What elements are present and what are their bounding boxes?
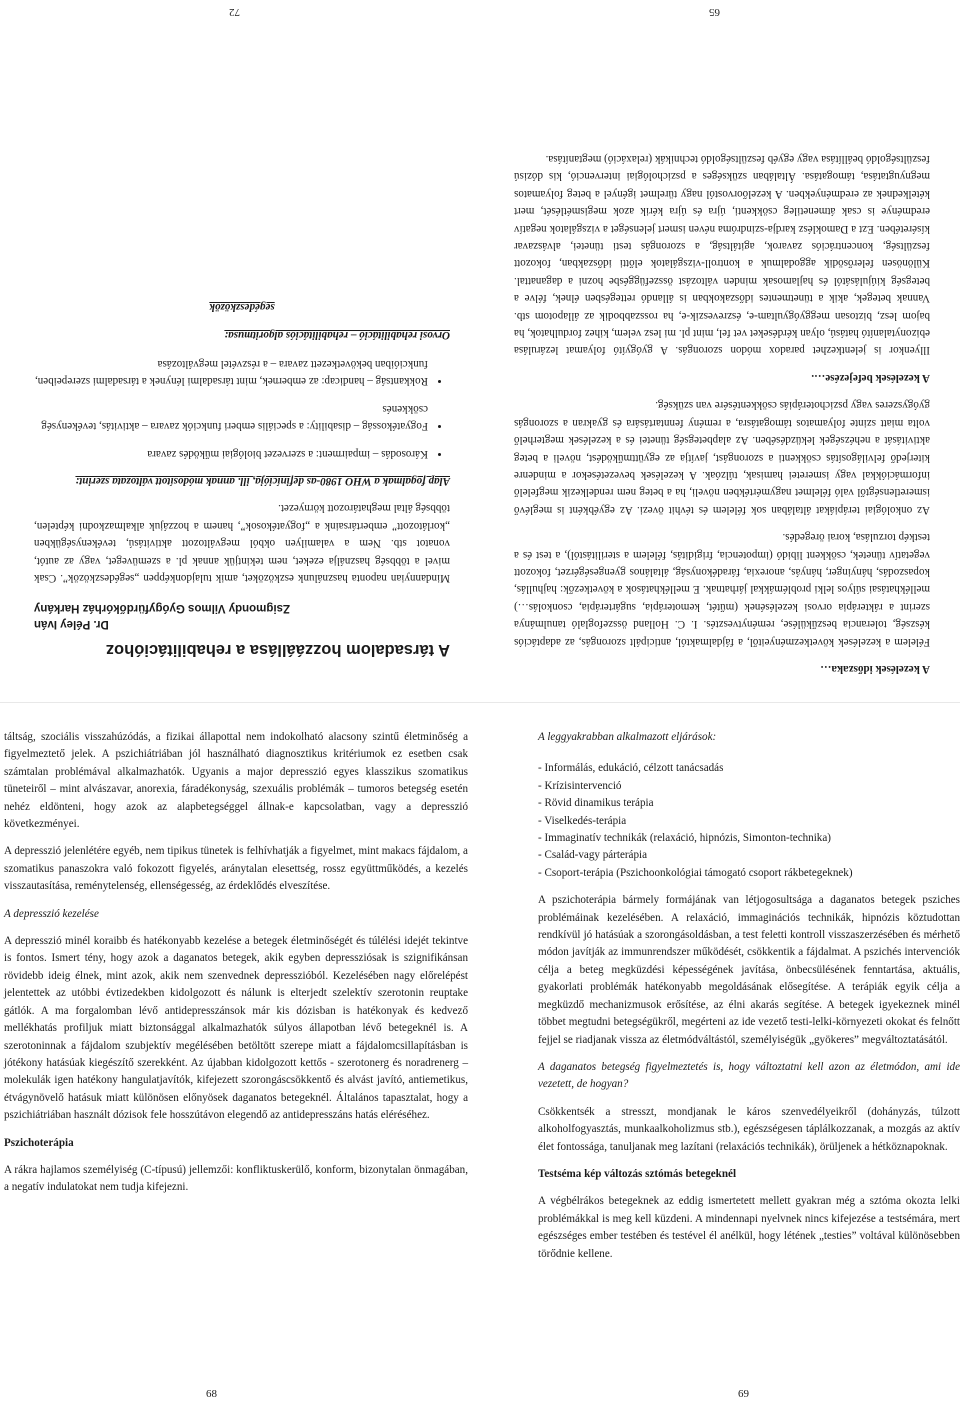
definition-list: [34, 355, 450, 462]
list-item: - Viselkedés-terápia: [538, 814, 627, 827]
paragraph: Félelem a kezelések következményeitől, a fájdalmaktól, anticipált szorongás, az adaptációs készség, tolerancia beszűkülése, reménytvesztés. I. C. Holland összefoglaló tanulmánya szerint a rákterápia orvosi kezelésének (műtét, kemoterápia, sugárterápia, csonkolás…) mellékhatásai súlyos lelki problémákkal járhatnak. E mellékhatások a következők: hajhullás, kopaszodás, hányinger, hányás, anorexia, fáradékonyság, általános gyengeségérzet, fokozott vegetatív tünetek, csökkent libidó (impotencia, frigiditás, félelem a sterilitástól), a test és a testkép torzulása, korai öregedés.: [514, 531, 930, 648]
section-heading: A kezelések befejezése….: [811, 371, 930, 384]
list-item: • Károsodás – impairment: a szervezet biológiai működés zavara: [34, 444, 428, 461]
list-item: - Informálás, edukáció, célzott tanácsadás: [538, 762, 724, 775]
page-65: [480, 0, 960, 703]
paragraph: A végbélrákos betegeknek az eddig ismertetett mellett gyakran még a sztóma okozta lelki problémákkal is meg kell küzdeni. A mindennapi nyelvnek nincs kifejezése a testsémára, mert egészséges ember testében és testével él anélkül, hogy létének „testies” voltával különösebben törődnie kellene.: [538, 1195, 960, 1260]
page-68: [0, 703, 480, 1406]
section-heading: A leggyakrabban alkalmazott eljárások:: [538, 731, 717, 743]
paragraph: A depresszió jelenlétére egyéb, nem tipikus tünetek is felhívhatják a figyelmet, mint makacs fájdalom, a szomatikus panaszokra való fokozott figyelés, aránytalan elesettség, rossz együttműködés, a kezelés visszautasítása, reménytelenség, ellenségesség, az érdeklődés elveszítése.: [4, 845, 468, 893]
page-72: [0, 0, 480, 703]
page-number: 68: [206, 1388, 217, 1400]
section-heading: A depresszió kezelése: [4, 907, 99, 920]
list-item: - Család-vagy párterápia: [538, 849, 648, 862]
section-heading: Orvosi rehabilitáció – rehabilitációs algoritmusa:: [224, 328, 450, 341]
paragraph: Mindannyian naponta használunk eszközöket, amik tulajdonképpen „segédeszközök”. Csak mivel a többség használja ezeket, nem tekintjük annak pl. a szemüveget, vagy az autót, vonatot stb. Nem a valamilyen okból megváltozott aktivitású, tevékenységükben „korlátozott” embertársaink a „fogyatékosok”, hanem a hozzájuk alkalmazkodni képtelen, többség által meghatározott környezet.: [34, 502, 450, 584]
paragraph: Csökkentsék a stresszt, mondjanak le káros szenvedélyeikről (dohányzás, túlzott alkoholfogyasztás, munkaalkoholizmus stb.), egészségesen táplálkozzanak, a mozgás az aktív élet fontossága, tanuljanak meg lazítani (relaxációs technikák), örüljenek a hétköznapoknak.: [538, 1105, 960, 1153]
section-heading: segédeszközök: [209, 301, 275, 314]
bottom-spread: [0, 703, 960, 1406]
list-item: - Rövid dinamikus terápia: [538, 797, 654, 810]
paragraph: A depresszió minél koraibb és hatékonyabb kezelése a betegek életminőségét és túlélési idejét tekintve is fontos. Ismert tény, hogy azok a daganatos betegek, akik egyben depressziósak is szignifikánsan rövidebb ideig élnek, mint azok, akik nem szenvednek depresszióból. Kezelésében nagy előrelépést jelentettek az utóbbi évtizedekben kidolgozott és nálunk is elterjedt szelektív szerotonin reuptake gátlók. A ma forgalomban lévő antidepresszánsok már kis dózisban is hatékonyak és kedvező mellékhatás profiljuk miatt biztonsággal alkalmazhatók súlyos állapotban lévő betegeknél is. A szerotoninnak a fájdalom szubjektív megélésében betöltött szerepe miatt a fájdalomcsillapításban is jótékony hatásúak kiegészítő szerekként. Az újabban kidolgozott kettős - szerotonerg és noradrenerg – molekulák igen hatékony hangulatjavítók, kifejezett szorongáscsökkentő és alvást javító, antiemetikus, étvágynövelő hatásuk miatt különösen előnyösek daganatos betegeknél. Általános tapasztalat, hogy a pszichiátriában használt dózisok fele hosszútávon elegendő az antidepresszáns hatás eléréséhez.: [4, 935, 468, 1122]
paragraph: táltság, szociális visszahúzódás, a fizikai állapottal nem indokolható alacsony szintű életminőség a figyelmeztető jelek. A pszichiátriában jól használható diagnosztikus kritériumok ez esetben csak számtalan problémával alkalmazhatók. Ugyanis a major depresszió egyes klasszikus szomatikus tüneteiről – mint alvászavar, anorexia, fáradékonyság, szexuális problémák – tumoros betegség esetén nehéz eldönteni, hogy azok az alapbetegséggel állnak-e kapcsolatban, vagy a depresszió következményei.: [4, 731, 468, 831]
list-item: • Rokkantság – handicap: az embernek, mint társadalmi lénynek a társadalmi szerepeiben, funkcióiban bekövetkezett zavara – a részvétel megváltozása: [34, 355, 428, 390]
paragraph: A rákra hajlamos személyiség (C-típusú) jellemzői: konfliktuskerülő, konform, bizonytalan önmagában, a negatív indulatokat nem tudja kifejezni.: [4, 1163, 468, 1194]
page-number: 72: [229, 6, 240, 18]
section-heading: Pszichoterápia: [4, 1136, 74, 1149]
page-69: [480, 703, 960, 1406]
list-item: • Fogyatékosság – disability: a speciális emberi funkciók zavara – aktivitás, tevékenység csökkenés: [34, 399, 428, 434]
section-heading: Alap fogalmak a WHO 1980-as definíciója, ill. annak módosított változata szerint:: [75, 474, 450, 487]
page-number: 69: [738, 1388, 749, 1400]
section-heading: Testséma kép változás sztómás betegeknél: [538, 1167, 737, 1180]
article-title: A társadalom hozzáállása a rehabilitációhoz: [105, 641, 450, 659]
paragraph: Illyenkor is jelentkezhet paradox módon szorongás. A gyógyító folyamat lezárulása ebizonytalanító hatású, olyan kérdéseket vet fel, mint pl. mi lesz velem, kihez fordulhatok, ha bajom lesz, biztosan meggyógyultam-e, észreveszik-e, ha rosszabbodik az állapotom stb. Vannak betegek, akik a tünetmentes időszakokban is állandó rettegésben élnek, félve a betegség kiújulásától és hajlamosak minden változást összefüggésbe hozni a daganattal. Különösen felerősödik aggodalmuk a kontroll-vizsgálatok előtti időszakban, fokozott feszültség, koncentrációs zavarok, agitáltság, a szorongás testi tünetei, alvászavar kíséretében. Ezt a Damoklész kardja-szindróma néven ismert jelenséget a vizsgálatok negatív eredménye is csak átmenetileg csökkenti, újra és újra kérik azok megismétlését, mert kételkednek az eredményekben. A kezelőorvostól nagy türelmet igényel a beteg folyamatos megnyugtatása, támogatása. Általában szükséges a pszichológiai intervenció, kis dózisú feszültségoldó beállítása vagy egyéb feszültségoldó technikák (relaxáció) megtanítása.: [514, 153, 930, 357]
list-item: - Krízisintervenció: [538, 779, 622, 792]
page-number: 65: [709, 6, 720, 18]
procedure-list: [538, 760, 960, 882]
author-affiliation: Zsigmondy Vilmos Gyógyfürdőkórház Harkány: [34, 602, 291, 614]
paragraph: A pszichoterápia bármely formájának van létjogosultsága a daganatos betegek psziches problémáinak kezelésében. A relaxáció, immaginációs technikák, hipnózis köztudottan rendkívül jó hatásúak a szorongásoldásban, a test feletti kontroll visszaszerzésében és mérhető módon javítják az immunrendszer működését, csökkentik a fájdalmat. A pszichés intervenciók célja a beteg megküzdési képességének javítása, önbecsülésének fenntartása, aktuális, gyakorlati problémák hatékonyabb megoldásának elősegítése. A terápiák egyik célja a megküzdő mechanizmusok erősítése, az élni akarás segítése. A betegek igyekeznek minél többet megtudni betegségükről, megérteni az ide vezető testi-lelki-környezeti okokat és felnőtt fejjel se riadjanak vissza az életmódváltástól, személyiségük „gyökeres” megváltoztatásától.: [538, 894, 960, 1046]
list-item: - Immaginatív technikák (relaxáció, hipnózis, Simonton-technika): [538, 832, 831, 845]
section-heading: A kezelések időszaka…: [820, 663, 930, 675]
author-name: Dr. Péley Iván: [34, 618, 109, 630]
question-paragraph: A daganatos betegség figyelmeztetés is, hogy változtatni kell azon az életmódon, ami ide vezetett, de hogyan?: [538, 1060, 960, 1091]
paragraph: Az onkológiai terápiákat általában sok félelem és tévhit övezi. Az egyébként is meglévő ismeretlenségtől való félelmet nagymértékben növeli, ha a beteg nem rendelkezik megfelelő információkkal vagy ismeretei hamisak, túlzóak. A kezelések bevezetésekor a mindenre kiterjedő felvilágosítás csökkenti a szorongást, javítja az együttműködést, növeli a beteg aktivitását a nehézségek leküzdésében. Az alapbetegség tünetei és a kezelések megterhelő volta miatt szinte folyamatos támogatásra, a remény fenntartására és gyakran a szorongás gyógyszeres vagy pszichoterápiás csökkentésére van szükség.: [514, 399, 930, 516]
list-item: - Csoport-terápia (Pszichoonkológiai támogató csoport rákbetegeknek): [538, 866, 853, 879]
